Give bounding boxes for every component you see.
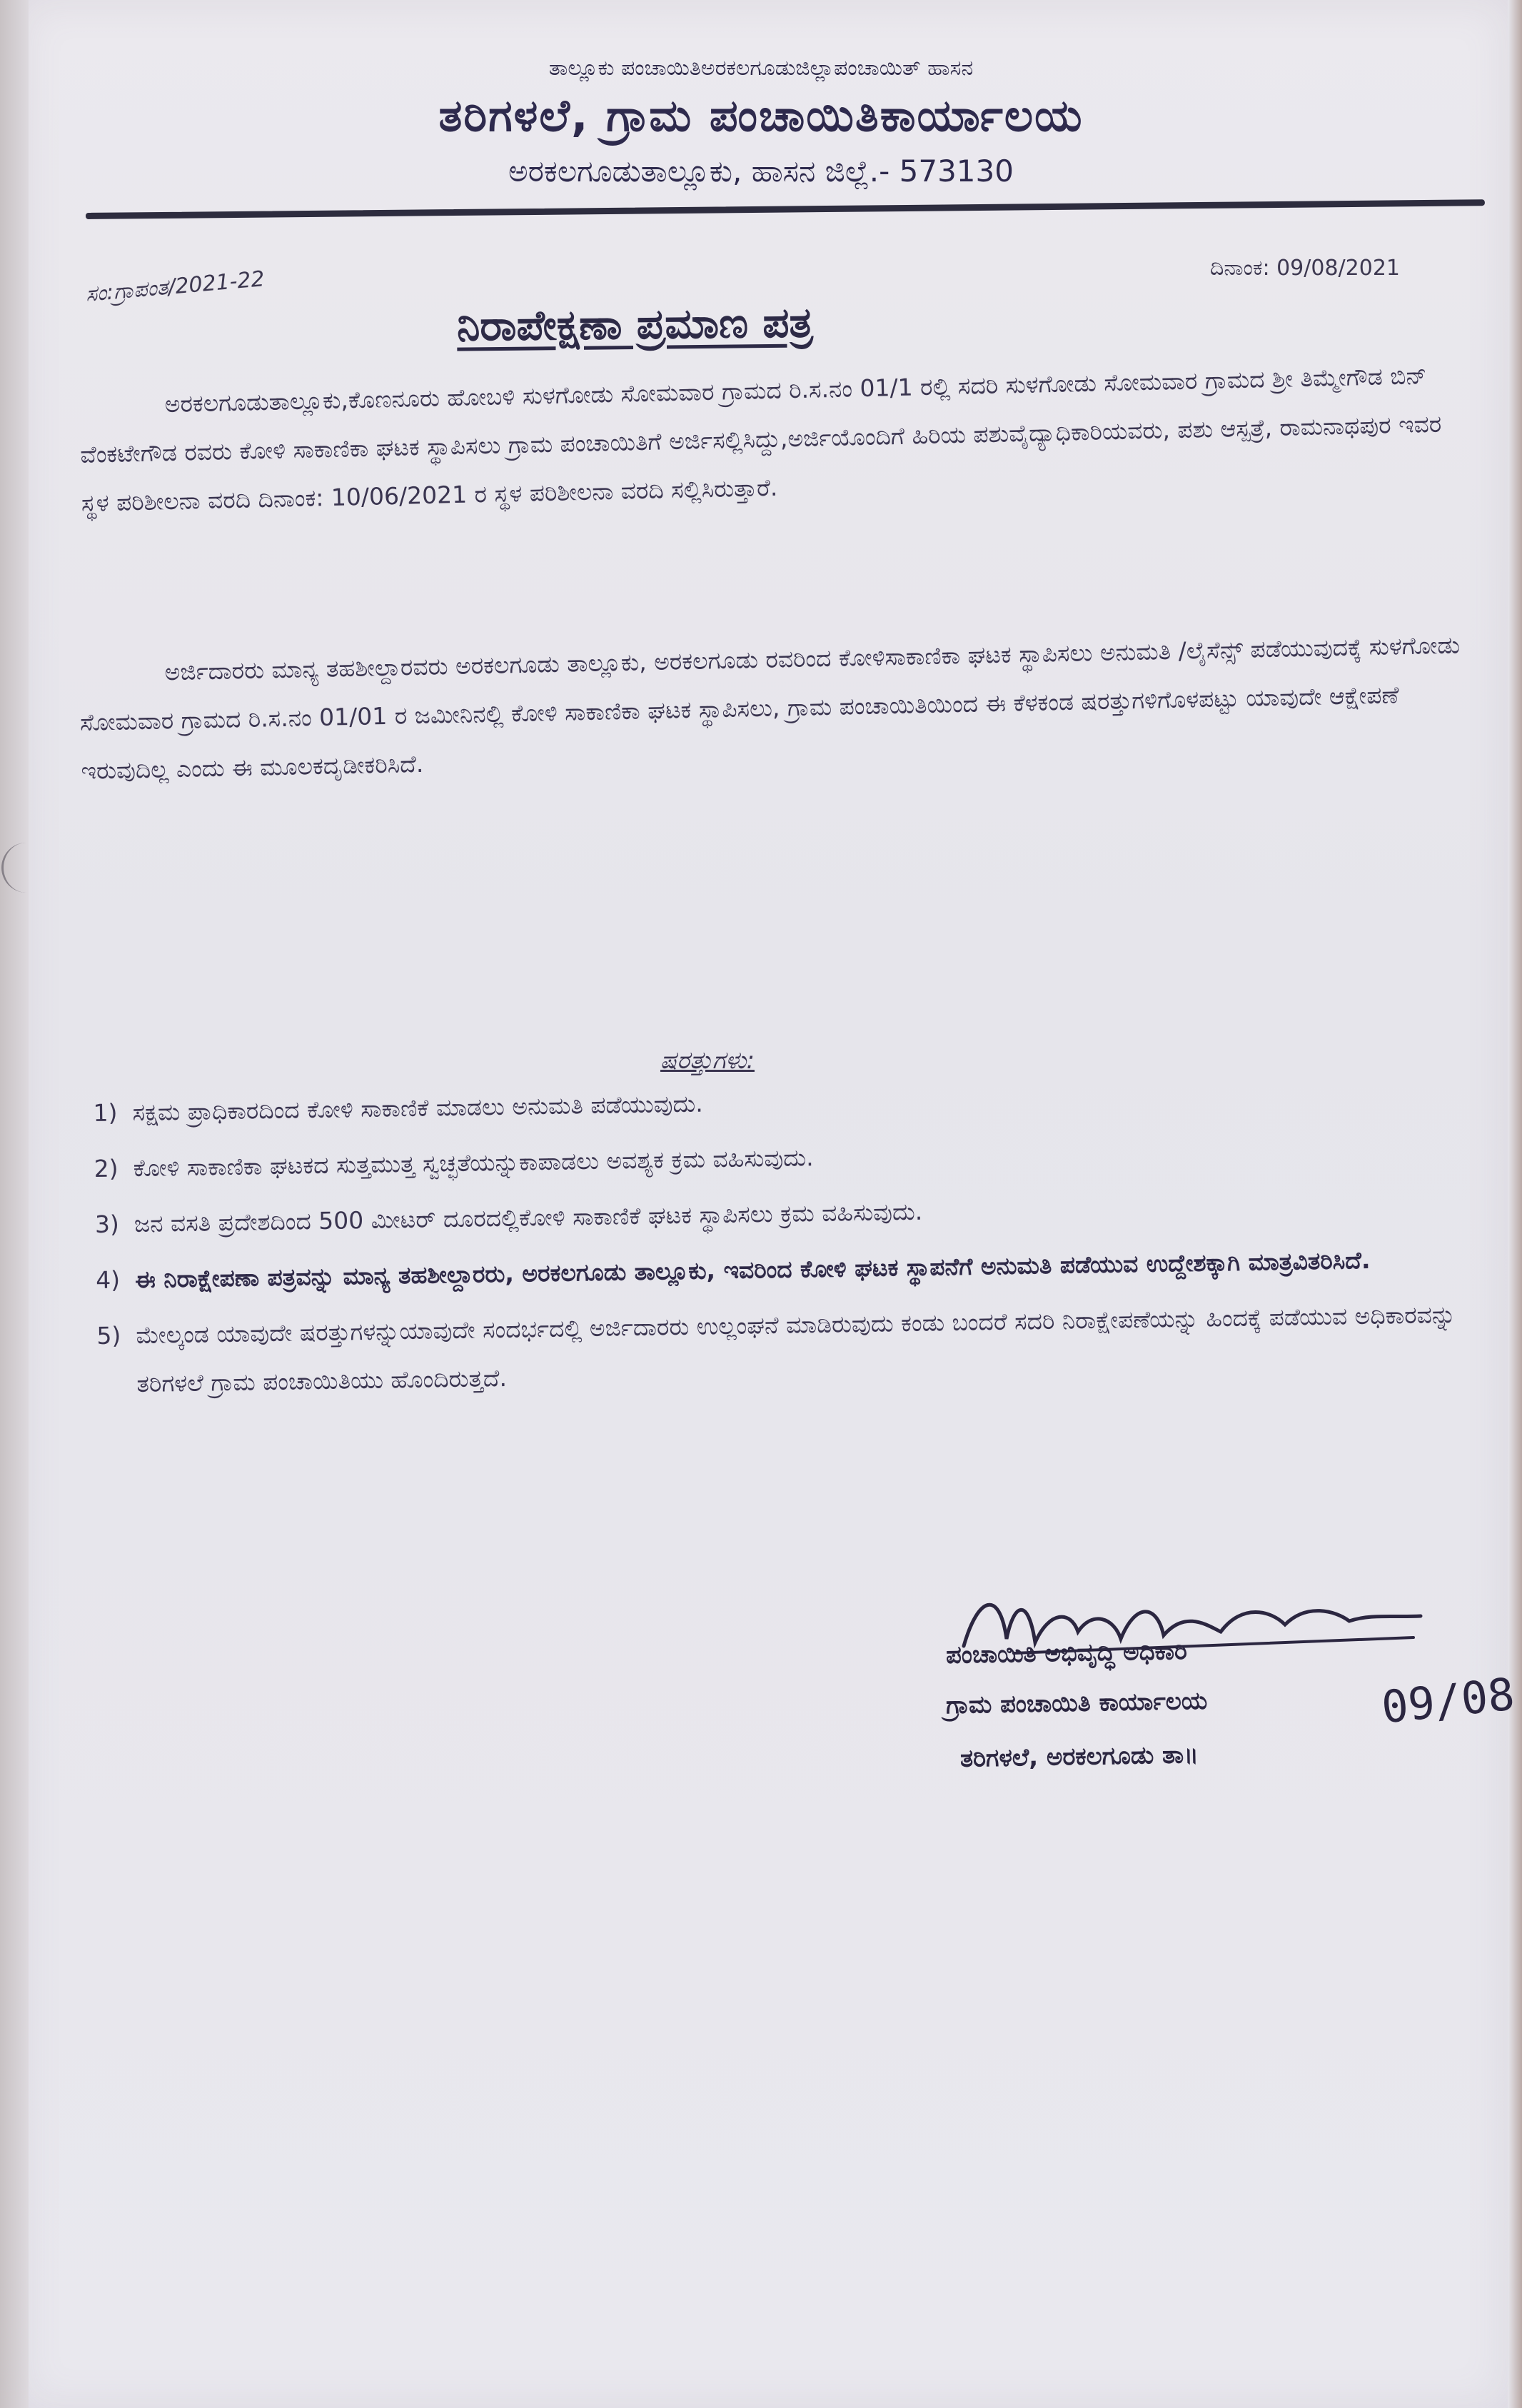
paragraph-text: ಅರ್ಜಿದಾರರು ಮಾನ್ಯ ತಹಶೀಲ್ದಾರವರು ಅರಕಲಗೂಡು ತಾಲ್ಲೂಕು, ಅರಕಲಗೂಡು ರವರಿಂದ ಕೋಳಿಸಾಕಾಣಿಕಾ ಘಟಕ ಸ್ಥಾಪಿಸಲು ಅನುಮತಿ /ಲೈಸೆನ್ಸ್ ಪಡೆಯುವುದಕ್ಕೆ ಸುಳಗೋಡು ಸೋಮವಾರ ಗ್ರಾಮದ ರಿ.ಸ.ನಂ 01/01 ರ ಜಮೀನಿನಲ್ಲಿ ಕೋಳಿ ಸಾಕಾಣಿಕಾ ಘಟಕ ಸ್ಥಾಪಿಸಲು, ಗ್ರಾಮ ಪಂಚಾಯಿತಿಯಿಂದ ಈ ಕೆಳಕಂಡ ಷರತ್ತುಗಳಿಗೊಳಪಟ್ಟು ಯಾವುದೇ ಆಕ್ಷೇಪಣೆ ಇರುವುದಿಲ್ಲ ಎಂದು ಈ ಮೂಲಕದೃಡೀಕರಿಸಿದೆ. bbox=[79, 631, 1461, 785]
page-edge-right bbox=[1508, 0, 1522, 2408]
condition-number: 2) bbox=[94, 1154, 119, 1183]
paragraph-indent bbox=[79, 412, 165, 414]
reference-number: ಸಂ:ಗ್ರಾಪಂತ/2021-22 bbox=[84, 266, 266, 307]
signatory-location: ತರಿಗಳಲೆ, ಅರಕಲಗೂಡು ತಾ॥ bbox=[959, 1740, 1199, 1773]
condition-text: ಕೋಳಿ ಸಾಕಾಣಿಕಾ ಘಟಕದ ಸುತ್ತಮುತ್ತ ಸ್ವಚ್ಛತೆಯನ್ನುಕಾಪಾಡಲು ಅವಶ್ಯಕ ಕ್ರಮ ವಹಿಸುವುದು. bbox=[133, 1143, 814, 1183]
condition-number: 1) bbox=[93, 1098, 118, 1127]
document-date: ದಿನಾಂಕ: 09/08/2021 bbox=[1210, 256, 1400, 281]
signatory-designation: ಪಂಚಾಯಿತಿ ಅಭಿವೃದ್ಧಿ ಅಧಿಕಾರಿ bbox=[945, 1637, 1188, 1670]
paragraph-text: ಅರಕಲಗೂಡುತಾಲ್ಲೂಕು,ಕೊಣನೂರು ಹೋಬಳಿ ಸುಳಗೋಡು ಸೋಮವಾರ ಗ್ರಾಮದ ರಿ.ಸ.ನಂ 01/1 ರಲ್ಲಿ ಸದರಿ ಸುಳಗೋಡು ಸೋಮವಾರ ಗ್ರಾಮದ ಶ್ರೀ ತಿಮ್ಮೇಗೌಡ ಬಿನ್ ವೆಂಕಟೇಗೌಡ ರವರು ಕೋಳಿ ಸಾಕಾಣಿಕಾ ಘಟಕ ಸ್ಥಾಪಿಸಲು ಗ್ರಾಮ ಪಂಚಾಯಿತಿಗೆ ಅರ್ಜಿಸಲ್ಲಿಸಿದ್ದು,ಅರ್ಜಿಯೊಂದಿಗೆ ಹಿರಿಯ ಪಶುವೈದ್ಯಾಧಿಕಾರಿಯವರು, ಪಶು ಆಸ್ಪತ್ರೆ, ರಾಮನಾಥಪುರ ಇವರ ಸ್ಥಳ ಪರಿಶೀಲನಾ ವರದಿ ದಿನಾಂಕ: 10/06/2021 ರ ಸ್ಥಳ ಪರಿಶೀಲನಾ ವರದಿ ಸಲ್ಲಿಸಿರುತ್ತಾರೆ. bbox=[79, 361, 1442, 517]
condition-text: ಸಕ್ಷಮ ಪ್ರಾಧಿಕಾರದಿಂದ ಕೋಳಿ ಸಾಕಾಣಿಕೆ ಮಾಡಲು ಅನುಮತಿ ಪಡೆಯುವುದು. bbox=[132, 1089, 704, 1127]
condition-text: ಈ ನಿರಾಕ್ಷೇಪಣಾ ಪತ್ರವನ್ನು ಮಾನ್ಯ ತಹಶೀಲ್ದಾರರು, ಅರಕಲಗೂಡು ತಾಲ್ಲೂಕು, ಇವರಿಂದ ಕೋಳಿ ಘಟಕ ಸ್ಥಾಪನೆಗೆ ಅನುಮತಿ ಪಡೆಯುವ ಉದ್ದೇಶಕ್ಕಾಗಿ ಮಾತ್ರವಿತರಿಸಿದೆ. bbox=[134, 1245, 1371, 1294]
signatory-office: ಗ್ರಾಮ ಪಂಚಾಯಿತಿ ಕಾರ್ಯಾಲಯ bbox=[945, 1686, 1208, 1720]
letterhead-subtitle: ತಾಲ್ಲೂಕು ಪಂಚಾಯಿತಿಅರಕಲಗೂಡುಜಿಲ್ಲಾಪಂಚಾಯಿತ್ ಹಾಸನ bbox=[548, 56, 974, 81]
body-paragraph-2 bbox=[79, 621, 1463, 795]
condition-number: 4) bbox=[95, 1265, 121, 1294]
condition-text: ಮೇಲ್ಕಂಡ ಯಾವುದೇ ಷರತ್ತುಗಳನ್ನುಯಾವುದೇ ಸಂದರ್ಭದಲ್ಲಿ ಅರ್ಜಿದಾರರು ಉಲ್ಲಂಘನೆ ಮಾಡಿರುವುದು ಕಂಡು ಬಂದರೆ ಸದರಿ ನಿರಾಕ್ಷೇಪಣೆಯನ್ನು ಹಿಂದಕ್ಕೆ ಪಡೆಯುವ ಅಧಿಕಾರವನ್ನು ತರಿಗಳಲೆ ಗ್ರಾಮ ಪಂಚಾಯಿತಿಯು ಹೊಂದಿರುತ್ತದೆ. bbox=[136, 1300, 1456, 1398]
condition-text: ಜನ ವಸತಿ ಪ್ರದೇಶದಿಂದ 500 ಮೀಟರ್ ದೂರದಲ್ಲಿಕೋಳಿ ಸಾಕಾಣಿಕೆ ಘಟಕ ಸ್ಥಾಪಿಸಲು ಕ್ರಮ ವಹಿಸುವುದು. bbox=[133, 1197, 923, 1238]
condition-number: 3) bbox=[94, 1210, 120, 1238]
page-edge-shadow bbox=[0, 0, 29, 2408]
handwritten-date: 09/08 bbox=[1379, 1667, 1517, 1734]
conditions-list bbox=[93, 1067, 1497, 1409]
conditions-heading: ಷರತ್ತುಗಳು: bbox=[660, 1046, 755, 1075]
paragraph-indent bbox=[79, 680, 165, 682]
letterhead-address: ಅರಕಲಗೂಡುತಾಲ್ಲೂಕು, ಹಾಸನ ಜಿಲ್ಲೆ.- 573130 bbox=[508, 154, 1014, 189]
condition-number: 5) bbox=[96, 1321, 121, 1350]
document-title: ನಿರಾಪೇಕ್ಷಣಾ ಪ್ರಮಾಣ ಪತ್ರ bbox=[456, 298, 813, 351]
letterhead-title: ತರಿಗಳಲೆ, ಗ್ರಾಮ ಪಂಚಾಯಿತಿಕಾರ್ಯಾಲಯ bbox=[438, 89, 1084, 141]
